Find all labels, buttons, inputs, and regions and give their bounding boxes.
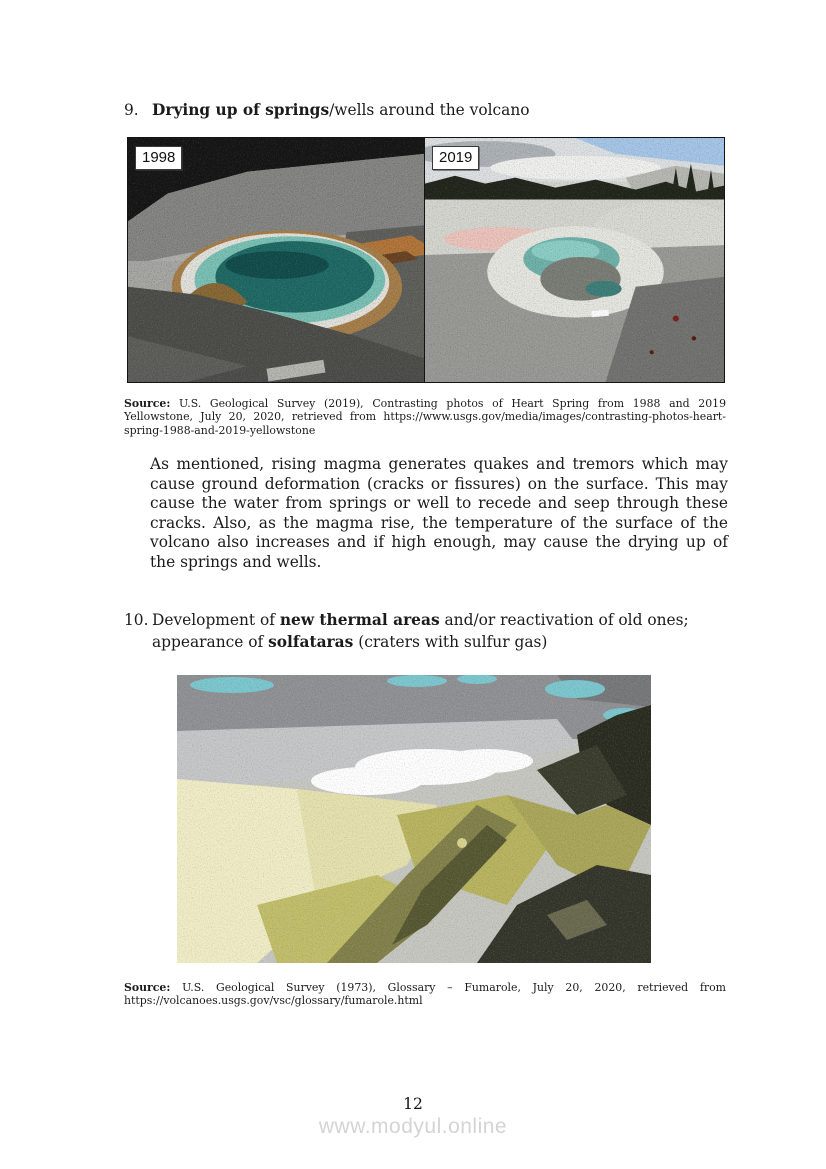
- source-text: U.S. Geological Survey (1973), Glossary – Fumarole, July 20, 2020, retrieved from https://volcanoes.usgs.gov/vsc/glossary/fumarole.html: [124, 981, 726, 1008]
- item-10-text-3: (craters with sulfur gas): [353, 632, 548, 651]
- photo-2019: [425, 137, 725, 383]
- photo-label-2019: 2019: [432, 146, 479, 170]
- grain-overlay-light: [128, 138, 424, 382]
- item-10-text: [152, 610, 736, 653]
- item-9-rest-text: /wells around the volcano: [329, 101, 530, 119]
- source-citation-fumarole: [124, 981, 726, 1008]
- photo-1998-illustration: [128, 138, 424, 382]
- photo-2019-illustration: [425, 138, 724, 382]
- heart-spring-comparison-figure: [127, 137, 725, 383]
- grain-overlay-light: [425, 138, 724, 382]
- source-citation-heart-spring: [124, 397, 726, 437]
- item-10-bold-2: solfataras: [268, 632, 354, 651]
- page-number: 12: [403, 1095, 423, 1113]
- item-10-bold-1: new thermal areas: [279, 611, 440, 629]
- source-label: Source:: [124, 981, 171, 994]
- item-10-text-2: and/or reactivation of old ones; appearance of: [152, 611, 689, 651]
- grain-overlay-light: [177, 675, 651, 963]
- fumarole-photo: [177, 675, 651, 963]
- source-text: U.S. Geological Survey (2019), Contrasting photos of Heart Spring from 1988 and 2019 Yellowstone, July 20, 2020, retrieved from https://www.usgs.gov/media/images/contrasting-photos-heart-spring-1988-and-2019-yellowstone: [124, 397, 726, 437]
- body-paragraph: As mentioned, rising magma generates quakes and tremors which may cause ground deformation (cracks or fissures) on the surface. This may cause the water from springs or well to recede and seep through these cracks. Also, as the magma rise, the temperature of the surface of the volcano also increases and if high enough, may cause the drying up of the springs and wells.: [150, 455, 728, 571]
- item-10-heading: [124, 610, 736, 653]
- watermark: www.modyul.online: [318, 1115, 508, 1138]
- item-9-bold-text: Drying up of springs: [152, 101, 330, 119]
- fumarole-illustration: [177, 675, 651, 963]
- item-9-heading: [124, 100, 744, 122]
- source-label: Source:: [124, 397, 171, 410]
- photo-label-1998: 1998: [135, 146, 182, 170]
- photo-1998: [127, 137, 425, 383]
- item-9-text: [152, 100, 530, 122]
- item-9-number: 9.: [124, 101, 139, 119]
- item-10-text-1: Development of: [152, 611, 280, 629]
- item-10-number: 10.: [124, 611, 149, 629]
